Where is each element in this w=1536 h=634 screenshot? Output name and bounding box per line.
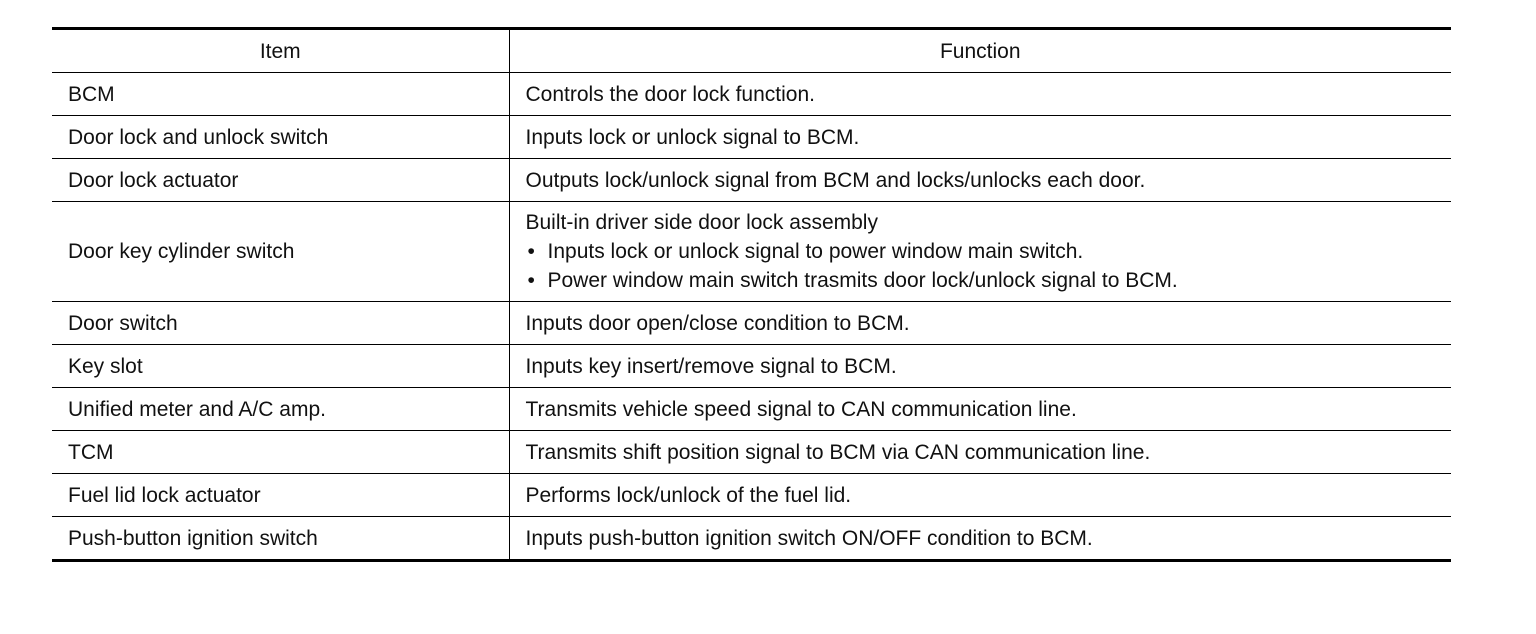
table-row	[52, 431, 1451, 474]
table-row	[52, 517, 1451, 561]
item-cell: BCM	[52, 73, 509, 116]
function-cell: Transmits shift position signal to BCM via CAN communication line.	[509, 431, 1451, 474]
item-cell: Door lock and unlock switch	[52, 116, 509, 159]
item-cell: Unified meter and A/C amp.	[52, 388, 509, 431]
function-cell: Transmits vehicle speed signal to CAN communication line.	[509, 388, 1451, 431]
table-row	[52, 345, 1451, 388]
bullet-item	[526, 237, 1452, 266]
item-cell: Door key cylinder switch	[52, 202, 509, 302]
header-function: Function	[509, 29, 1451, 73]
table-row	[52, 474, 1451, 517]
item-cell: Fuel lid lock actuator	[52, 474, 509, 517]
bullet-item	[526, 266, 1452, 295]
function-cell: Outputs lock/unlock signal from BCM and locks/unlocks each door.	[509, 159, 1451, 202]
bullet-text: Power window main switch trasmits door lock/unlock signal to BCM.	[547, 269, 1178, 292]
item-cell: TCM	[52, 431, 509, 474]
function-cell	[509, 202, 1451, 302]
table-row	[52, 73, 1451, 116]
table-row	[52, 202, 1451, 302]
bullet-icon: •	[527, 240, 535, 263]
item-function-table	[52, 27, 1451, 562]
function-cell: Controls the door lock function.	[509, 73, 1451, 116]
table-row	[52, 388, 1451, 431]
function-cell: Inputs door open/close condition to BCM.	[509, 302, 1451, 345]
item-cell: Door switch	[52, 302, 509, 345]
table-row	[52, 116, 1451, 159]
function-cell: Inputs lock or unlock signal to BCM.	[509, 116, 1451, 159]
item-cell: Key slot	[52, 345, 509, 388]
item-cell: Push-button ignition switch	[52, 517, 509, 561]
bullet-icon: •	[527, 269, 535, 292]
function-bullet-list	[526, 237, 1452, 295]
header-item: Item	[52, 29, 509, 73]
function-intro: Built-in driver side door lock assembly	[525, 211, 878, 234]
table-row	[52, 159, 1451, 202]
item-cell: Door lock actuator	[52, 159, 509, 202]
function-cell: Inputs push-button ignition switch ON/OFF condition to BCM.	[509, 517, 1451, 561]
bullet-text: Inputs lock or unlock signal to power window main switch.	[547, 240, 1084, 263]
function-cell: Performs lock/unlock of the fuel lid.	[509, 474, 1451, 517]
table-row	[52, 302, 1451, 345]
table-header-row	[52, 29, 1451, 73]
function-cell: Inputs key insert/remove signal to BCM.	[509, 345, 1451, 388]
